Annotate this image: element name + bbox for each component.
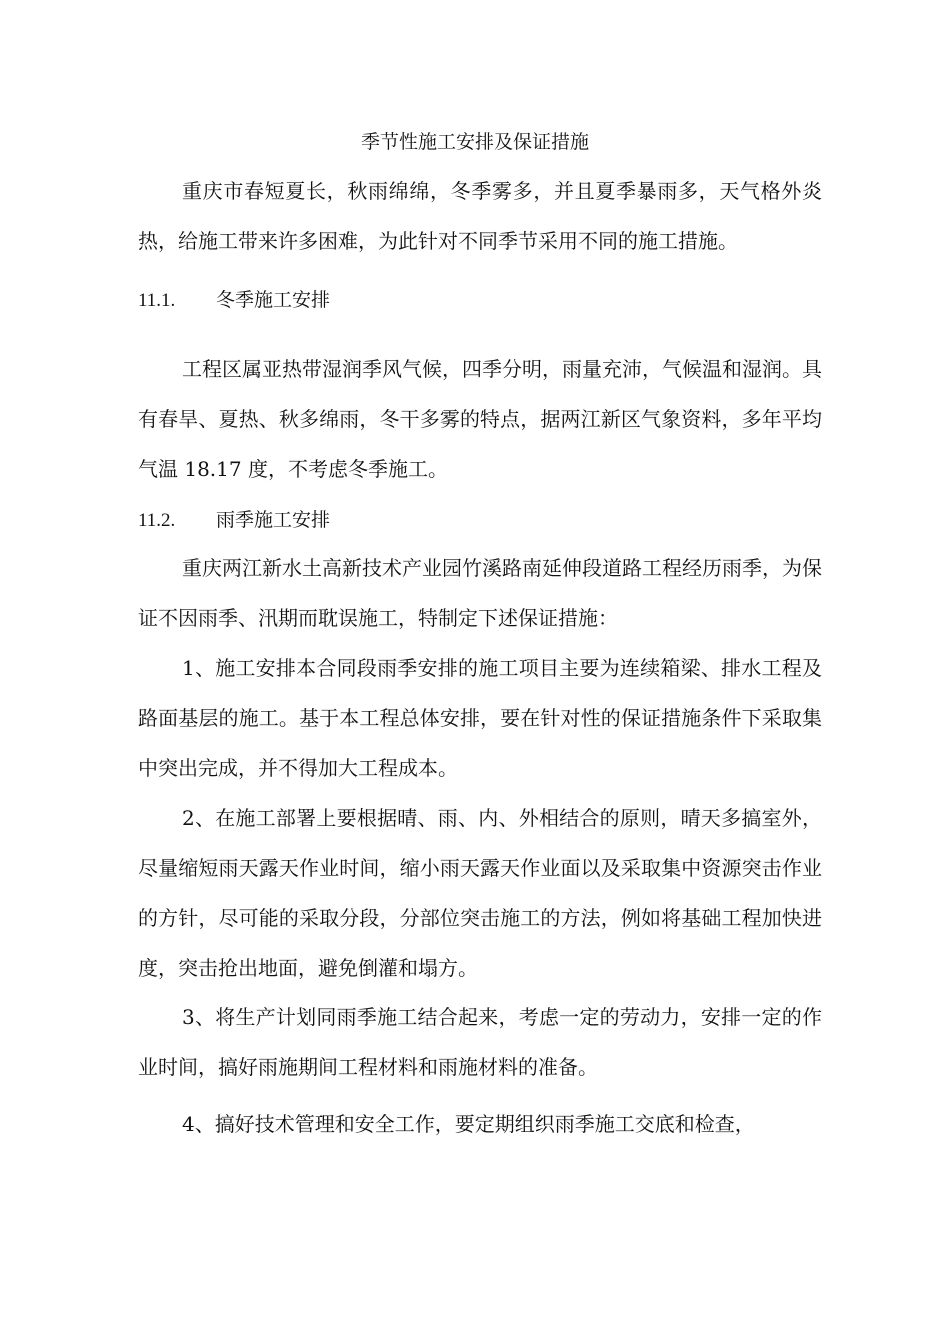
- rainy-intro-paragraph: 重庆两江新水土高新技术产业园竹溪路南延伸段道路工程经历雨季，为保证不因雨季、汛期而耽误施工，特制定下述保证措施：: [138, 556, 822, 630]
- list-item: 1、施工安排本合同段雨季安排的施工项目主要为连续箱梁、排水工程及路面基层的施工。基于本工程总体安排，要在针对性的保证措施条件下采取集中突出完成，并不得加大工程成本。: [138, 656, 822, 780]
- list-item: 4、搞好技术管理和安全工作，要定期组织雨季施工交底和检查，: [182, 1112, 755, 1136]
- list-item: 3、将生产计划同雨季施工结合起来，考虑一定的劳动力，安排一定的作业时间，搞好雨施期间工程材料和雨施材料的准备。: [138, 1005, 822, 1079]
- section-heading-rainy: [138, 505, 822, 536]
- section-title: 雨季施工安排: [216, 509, 331, 531]
- section-number: 11.2.: [138, 510, 176, 531]
- intro-paragraph: 重庆市春短夏长，秋雨绵绵，冬季雾多，并且夏季暴雨多，天气格外炎热，给施工带来许多困难，为此针对不同季节采用不同的施工措施。: [138, 179, 822, 253]
- winter-paragraph: 工程区属亚热带湿润季风气候，四季分明，雨量充沛，气候温和湿润。具有春旱、夏热、秋多绵雨，冬干多雾的特点，据两江新区气象资料，多年平均气温 18.17 度，不考虑冬季施工。: [138, 357, 822, 481]
- section-title: 冬季施工安排: [216, 289, 331, 311]
- list-item: 2、在施工部署上要根据晴、雨、内、外相结合的原则，晴天多搞室外，尽量缩短雨天露天作业时间，缩小雨天露天作业面以及采取集中资源突击作业的方针，尽可能的采取分段，分部位突击施工的方法，例如将基础工程加快进度，突击抢出地面，避免倒灌和塌方。: [138, 806, 822, 980]
- section-heading-winter: [138, 285, 822, 316]
- document-title: 季节性施工安排及保证措施: [360, 131, 589, 153]
- section-number: 11.1.: [138, 290, 176, 311]
